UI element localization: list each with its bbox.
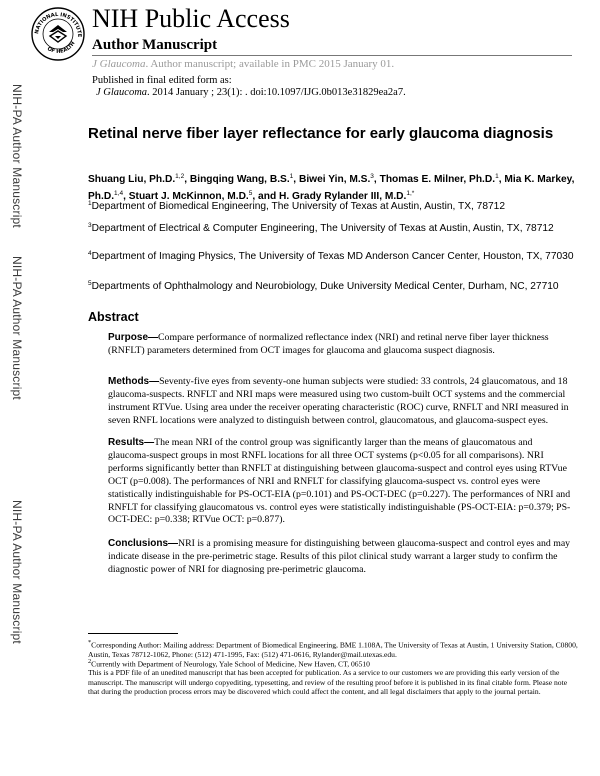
nih-logo xyxy=(30,6,86,62)
author-name: Stuart J. McKinnon, M.D. xyxy=(128,191,249,202)
abstract-conclusions: Conclusions—NRI is a promising measure for distinguishing between glaucoma-suspect and control eyes and may indicate disease in the pre-perimetric stage. Results of this pilot clinical study warrant a larger study to confirm the diagnostic power of NRI for diagnosing pre-perimetric glaucoma. xyxy=(108,538,571,575)
logo-text-health: OF HEALTH xyxy=(46,40,77,55)
eagle-icon xyxy=(49,25,67,42)
abstract-heading: Abstract xyxy=(88,310,139,324)
author-name: Biwei Yin, M.S. xyxy=(298,174,371,185)
abstract-methods: Methods—Seventy-five eyes from seventy-one human subjects were studied: 33 controls, 24 glaucomatous, and 18 glaucoma-suspects. RNFLT and NRI maps were measured using two custom-built OCT systems and the commercial instrument RTVue. Using area under the receiver operating characteristic (ROC) curve, RNFLT and NRI measured in seven RNFL locations were analyzed to distinguish between control, glaucomatous, and glaucoma-suspect eyes. xyxy=(108,376,569,426)
article-title: Retinal nerve fiber layer reflectance for early glaucoma diagnosis xyxy=(88,125,554,142)
side-banner-top: NIH-PA Author Manuscript xyxy=(10,84,24,228)
affiliation: $^3$Department of Electrical & Computer Engineering, The University of Texas at Austin, Austin, TX, 78712 xyxy=(88,222,554,234)
author-name: Thomas E. Milner, Ph.D. xyxy=(379,174,496,185)
nih-public-access-title: NIH Public Access xyxy=(92,4,290,33)
author-name: Shuang Liu, Ph.D. xyxy=(88,174,176,185)
affiliation: $^4$Department of Imaging Physics, The University of Texas MD Anderson Cancer Center, Houston, TX, 77030 xyxy=(88,250,574,262)
citation-line: J Glaucoma. 2014 January ; 23(1): . doi:10.1097/IJG.0b013e31829ea2a7. xyxy=(96,87,406,98)
author-manuscript-label: Author Manuscript xyxy=(92,37,218,53)
svg-text:OF HEALTH xyxy=(46,41,76,55)
side-banner-bottom: NIH-PA Author Manuscript xyxy=(10,500,24,644)
logo-text-national: NATIONAL xyxy=(34,11,59,35)
footnote-disclaimer: This is a PDF file of an unedited manuscript that has been accepted for publication. As a service to our customers we are providing this early version of the manuscript. The manuscript will undergo copyediting, typesetting, and review of the resulting proof before it is published in its final citable form. Please note that during the production process errors may be discovered which could affect the content, and all legal disclaimers that apply to the journal pertain. xyxy=(88,668,568,697)
published-label: Published in final edited form as: xyxy=(92,75,232,86)
affiliation: $^1$Department of Biomedical Engineering, The University of Texas at Austin, Austin, TX, 78712 xyxy=(88,200,506,212)
header-divider xyxy=(92,55,572,56)
footnote-divider xyxy=(88,633,178,634)
side-banner-middle: NIH-PA Author Manuscript xyxy=(10,256,24,400)
author-list: Shuang Liu, Ph.D.$^{1,2}$, Bingqing Wang, B.S.$^1$, Biwei Yin, M.S.$^3$, Thomas E. Milner, Ph.D.$^1$, Mia K. Markey, Ph.D.$^{1,4}$, Stuart J. McKinnon, M.D.$^5$, and H. Grady Rylander III, M.D.$^{1,*}$ xyxy=(88,173,575,202)
journal-availability-line: J Glaucoma. Author manuscript; available in PMC 2015 January 01. xyxy=(92,58,395,70)
author-name: Bingqing Wang, B.S. xyxy=(189,174,290,185)
author-name: H. Grady Rylander III, M.D. xyxy=(279,191,407,202)
abstract-results: Results—The mean NRI of the control group was significantly larger than the means of glaucomatous and glaucoma-suspect groups in most RNFL locations for all three OCT systems (p<0.05 for all comparisons). NRI performs significantly better than RNFLT at distinguishing between glaucoma-suspect and control eyes using RTVue OCT (p=0.008). The performances of NRI and RNFLT for classifying glaucoma-suspect vs. control eyes were statistically indistinguishable for PS-OCT-EIA (p=0.101) and PS-OCT-DEC (p=0.227). The performances of NRI and RNFLT for classifying glaucomatous vs. control eyes were statistically indistinguishable (PS-OCT-EIA: p=0.379; PS-OCT-DEC: p=0.338; RTVue OCT: p=0.877). xyxy=(108,437,571,526)
logo-text-institutes: INSTITUTE xyxy=(59,12,83,38)
author-name: Mia K. Markey, Ph.D. xyxy=(88,174,575,202)
affiliation: $^5$Departments of Ophthalmology and Neurobiology, Duke University Medical Center, Durham, NC, 27710 xyxy=(88,280,559,292)
footnote-corresponding-author: *Corresponding Author: Mailing address: Department of Biomedical Engineering, BME 1.108A, The University of Texas at Austin, 1 University Station, C0800, Austin, Texas 78712-1062, Phone: (512) 471-1995, Fax: (512) 471-0616, Rylander@mail.utexas.edu. xyxy=(88,639,578,660)
abstract-purpose: Purpose—Compare performance of normalized reflectance index (NRI) and retinal nerve fiber layer thickness (RNFLT) parameters determined from OCT images for glaucoma and glaucoma suspect diagnosis. xyxy=(108,332,549,356)
footnote-current-affiliation: $^2$Currently with Department of Neurology, Yale School of Medicine, New Haven, CT, 06510 xyxy=(88,658,370,669)
